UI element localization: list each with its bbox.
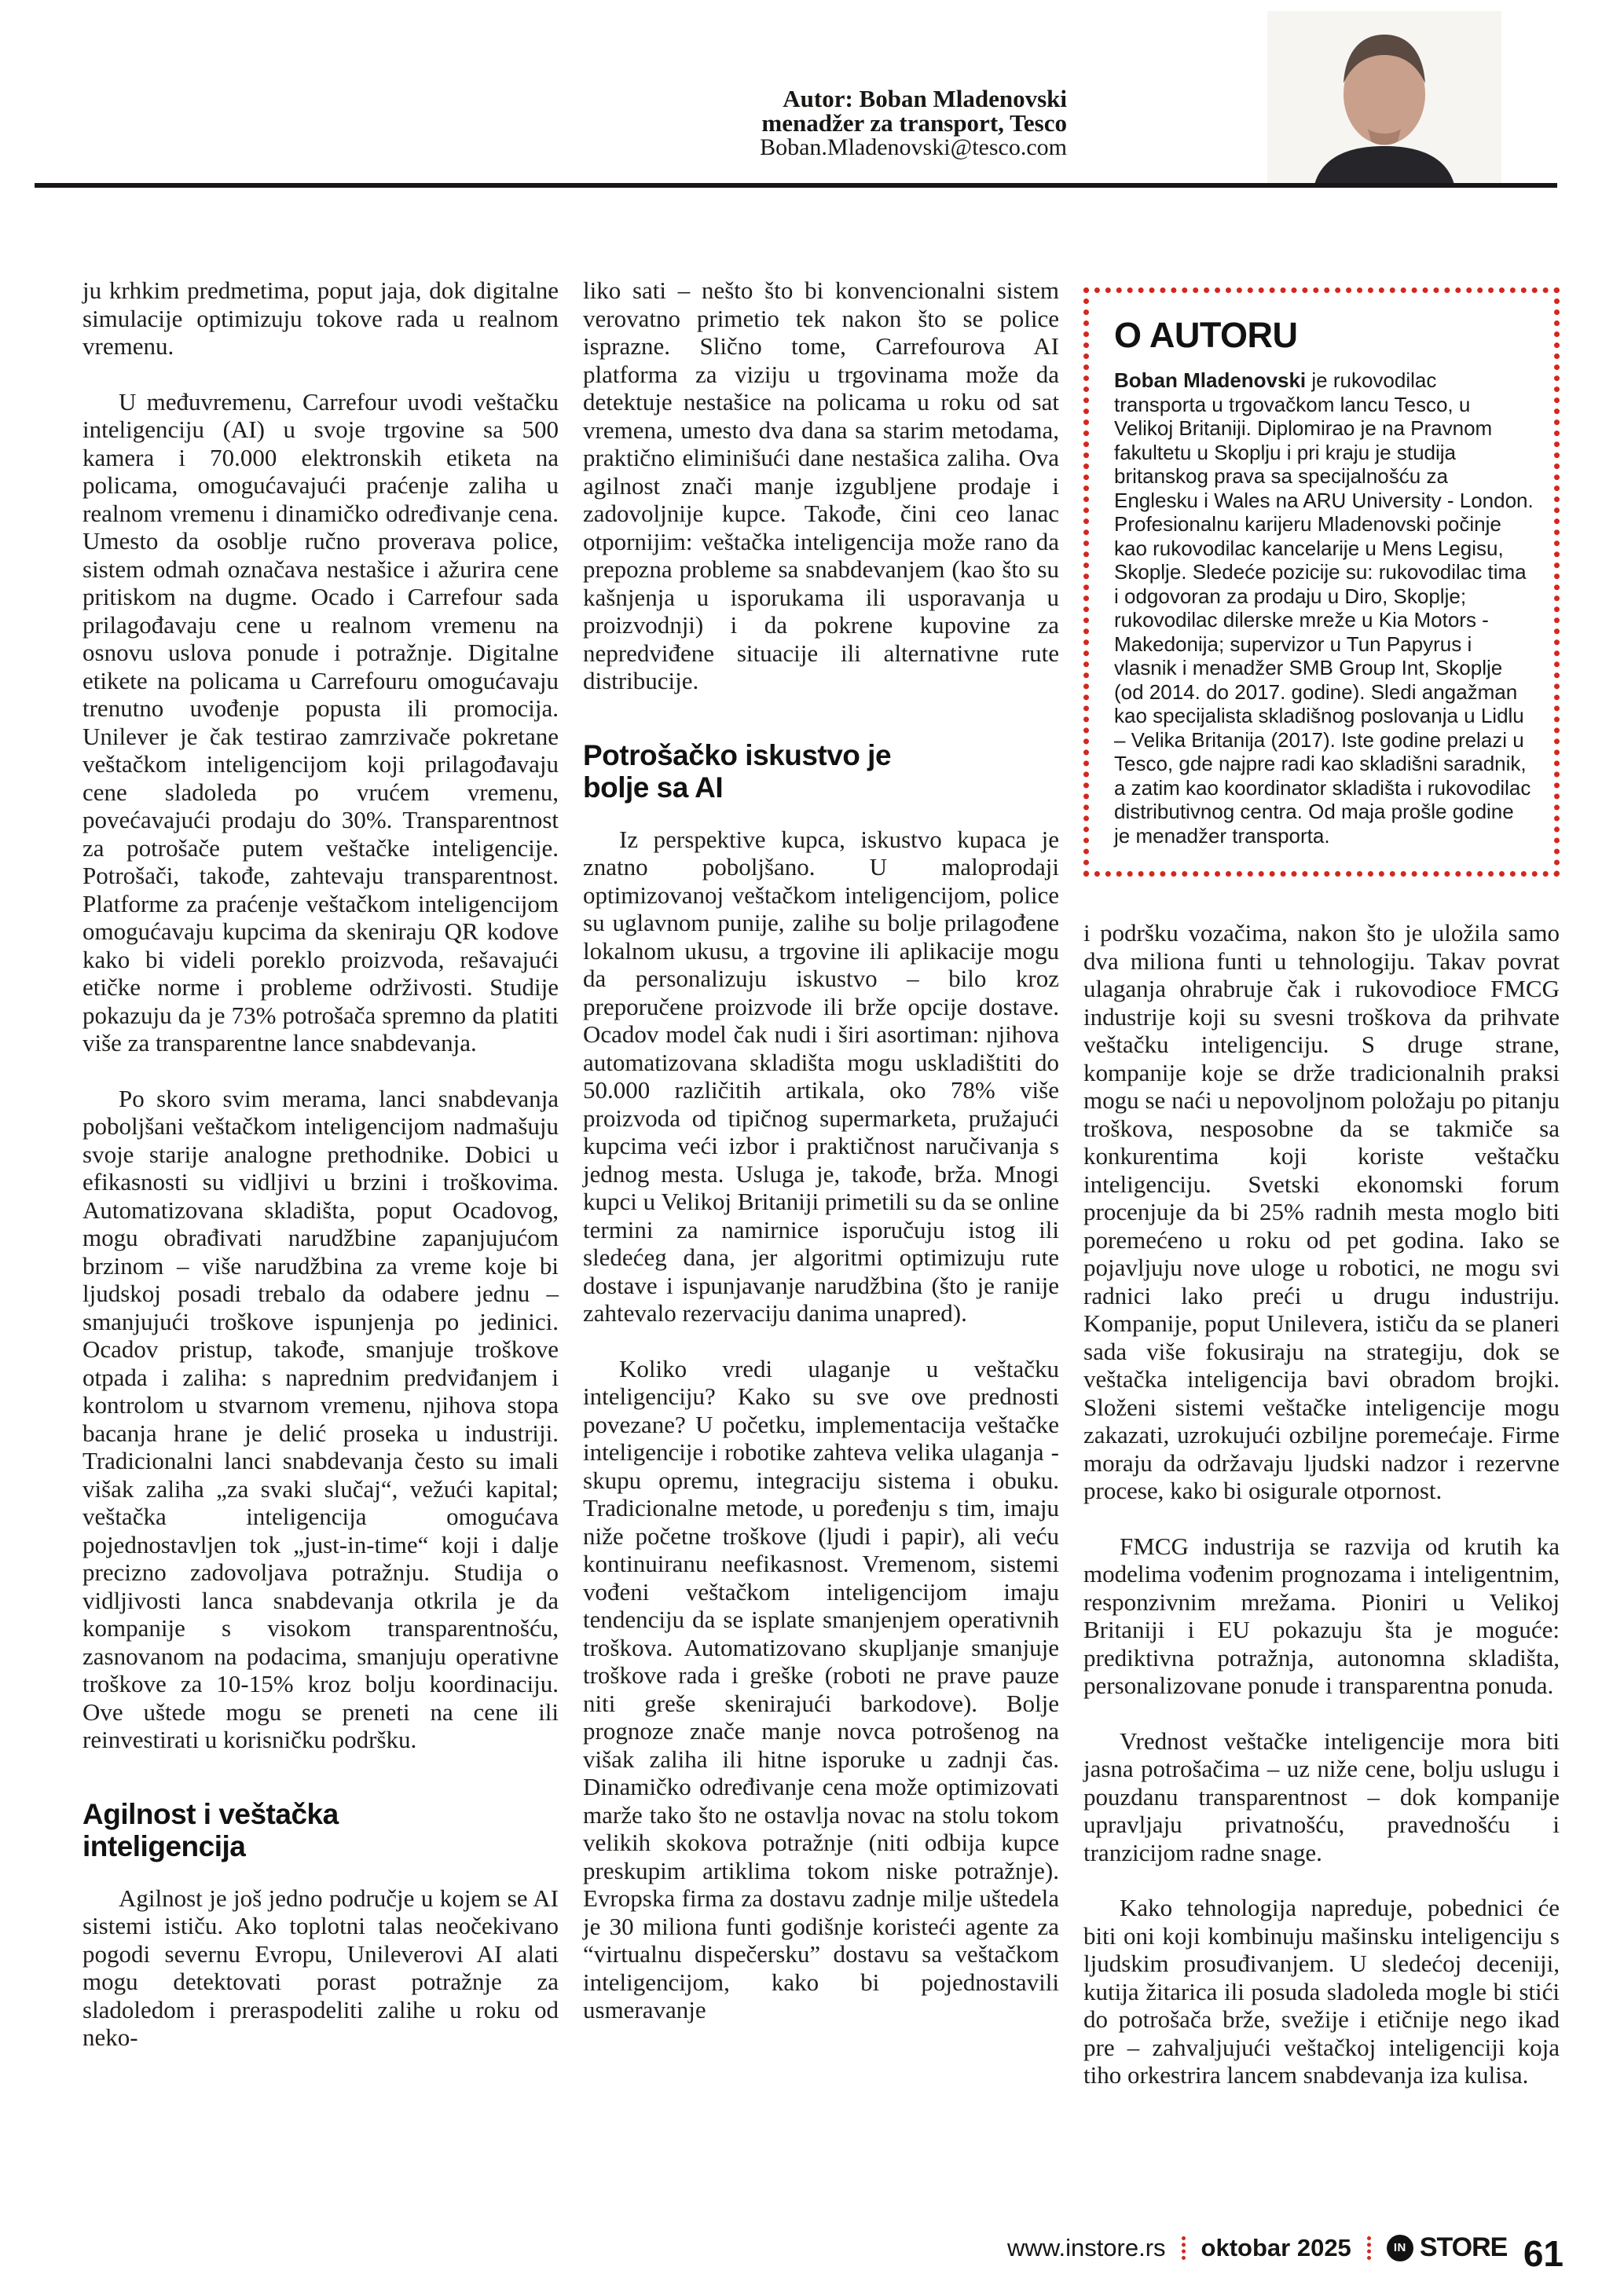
about-author-box: [1083, 287, 1560, 877]
paragraph: i podršku vozačima, nakon što je uložila samo dva miliona funti u tehnologiju. Takav povrat ulaganja ohrabruje čak i rukovodioce FMCG industrije koji su svesni troškova da prihvate veštačku inteligenciju. S druge strane, kompanije koje se drže tradicionalnih praksi mogu se naći u nepovoljnom položaju po pitanju troškova, nesposobne da se takmiče sa konkurentima koji koriste veštačku inteligenciju. Svetski ekonomski forum procenjuje da bi 25% radnih mesta moglo biti poremećeno u roku od pet godina. Iako se pojavljuju nove uloge u robotici, ne mogu svi radnici lako preći u drugu industriju. Kompanije, poput Unilevera, ističu da se planeri sada više fokusiraju na strategiju, dok se veštačka inteligencija bavi obradom brojki. Složeni sistemi veštačke inteligencije mogu zakazati, uzrokujući ozbiljne poremećaje. Firme moraju da održavaju ljudski nadzor i rezervne procese, kako bi osigurale otpornost.: [1083, 919, 1560, 1504]
about-author-name: Boban Mladenovski: [1114, 368, 1307, 392]
column-1: [82, 276, 559, 2089]
about-author-title: O AUTORU: [1114, 315, 1298, 355]
paragraph: Po skoro svim merama, lanci snabdevanja poboljšani veštačkom inteligencijom nadmašuju svoje starije analogne prethodnike. Dobici u efikasnosti su vidljivi u brzini i troškovima. Automatizovana skladišta, poput Ocadovog, mogu obrađivati narudžbine zapanjujućom brzinom – više narudžbina za vreme koje bi ljudskoj posadi trebalo da odabere jednu – smanjujući troškove ispunjenja po jedinici. Ocadov pristup, takođe, smanjuje troškove otpada i zaliha: s naprednim predviđanjem i kontrolom u stvarnom vremenu, njihova stopa bacanja hrane je delić proseka u industriji. Tradicionalni lanci snabdevanja često su imali višak zaliha „za svaki slučaj“, vežući kapital; veštačka inteligencija omogućava pojednostavljen tok „just-in-time“ koji i dalje precizno zadovoljava potražnju. Studija o vidljivosti lanca snabdevanja otkrila je da kompanije s visokom transparentnošću, zasnovanom na podacima, smanjuju operativne troškove za 10-15% kroz bolju koordinaciju. Ove uštede mogu se preneti na cene ili reinvestirati u korisničku podršku.: [82, 1084, 559, 1753]
author-photo: [1267, 11, 1501, 185]
section-heading-potrosacko: Potrošačko iskustvo je bolje sa AI: [583, 738, 892, 804]
footer-dotted-separator: [1367, 2236, 1371, 2260]
header-rule: [35, 183, 1557, 188]
paragraph: Vrednost veštačke inteligencije mora biti jasna potrošačima – uz niže cene, bolju uslugu i pouzdanu transparentnost – dok kompanije upravljaju privatnošću, pravednošću i tranzicijom radne snage.: [1083, 1727, 1560, 1866]
instore-logo-text: STORE: [1419, 2232, 1508, 2262]
article-body: [82, 276, 1560, 2089]
page-number: 61: [1523, 2233, 1564, 2274]
paragraph: FMCG industrija se razvija od krutih ka modelima vođenim prognozama i inteligentnim, responzivnim mrežama. Pioniri u Velikoj Britaniji i EU pokazuju šta je moguće: prediktivna potražnja, autonomna skladišta, personalizovane ponude i transparentna ponuda.: [1083, 1532, 1560, 1699]
about-author-text: [1114, 368, 1534, 848]
footer: [1007, 2232, 1507, 2263]
author-credit-block: [760, 86, 1067, 159]
about-author-bio: je rukovodilac transporta u trgovačkom lancu Tesco, u Velikoj Britaniji. Diplomirao je na Pravnom fakultetu u Skoplju i pri kraju je studija britanskog prava sa specijalnošću za Englesku i Wales na ARU University - London. Profesionalnu karijeru Mladenovski počinje kao rukovodilac kancelarije u Mens Legisu, Skoplje. Sledeće pozicije su: rukovodilac tima i odgovoran za prodaju u Diro, Skoplje; rukovodilac dilerske mreže u Kia Motors - Makedonija; supervizor u Tun Papyrus i vlasnik i menadžer SMB Group Int, Skoplje (od 2014. do 2017. godine). Sledi angažman kao specijalista skladišnog poslovanja u Lidlu – Velika Britanija (2017). Iste godine prelazi u Tesco, gde najpre radi kao skladišni saradnik, a zatim kao koordinator skladišta i rukovodilac distributivnog centra. Od maja prošle godine je menadžer transporta.: [1114, 368, 1534, 848]
footer-dotted-separator: [1182, 2236, 1186, 2260]
instore-logo: [1387, 2232, 1508, 2263]
author-email: Boban.Mladenovski@tesco.com: [760, 134, 1067, 160]
author-name-line: Autor: Boban Mladenovski: [783, 85, 1067, 112]
footer-site-url: www.instore.rs: [1007, 2233, 1166, 2261]
paragraph: Iz perspektive kupca, iskustvo kupaca je znatno poboljšano. U maloprodaji optimizovanoj veštačkom inteligencijom, police su uglavnom punije, zalihe su bolje prilagođene lokalnom ukusu, a trgovine ili aplikacije mogu da personalizuju iskustvo – bilo kroz preporučene proizvode ili brže opcije dostave. Ocadov model čak nudi i širi asortiman: njihova automatizovana skladišta mogu uskladištiti do 50.000 različitih artikala, oko 78% više proizvoda od tipičnog supermarketa, pružajući kupcima veći izbor i praktičnost naručivanja s jednog mesta. Usluga je, takođe, brža. Mnogi kupci u Velikoj Britaniji primetili su da se online termini za namirnice isporučuju istog ili sledećeg dana, jer algoritmi optimizuju rute dostave i ispunjavanje narudžbina (što je ranije zahtevalo rezervaciju danima unapred).: [583, 825, 1059, 1327]
author-role-line: menadžer za transport, Tesco: [761, 109, 1067, 137]
paragraph: ju krhkim predmetima, poput jaja, dok digitalne simulacije optimizuju tokove rada u realnom vremenu.: [82, 276, 559, 360]
column-3: [1083, 276, 1560, 2089]
instore-logo-icon: IN: [1387, 2235, 1413, 2261]
author-portrait-image: [1267, 11, 1501, 185]
column-2: [583, 276, 1059, 2089]
paragraph: U međuvremenu, Carrefour uvodi veštačku inteligenciju (AI) u svoje trgovine sa 500 kamera i 70.000 elektronskih etiketa na policama, omogućavajući praćenje zaliha u realnom vremenu i dinamičko određivanje cena. Umesto da osoblje ručno proverava police, sistem odmah označava nestašice i ažurira cene pritiskom na dugme. Ocado i Carrefour sada prilagođavaju cene u realnom vremenu na osnovu uslova ponude i potražnje. Digitalne etikete na policama u Carrefouru omogućavaju trenutno uvođenje popusta ili promocija. Unilever je čak testirao zamrzivače pokretane veštačkom inteligencijom koji prilagođavaju cene sladoleda po vrućem vremenu, povećavajući prodaju do 30%. Transparentnost za potrošače putem veštačke inteligencije. Potrošači, takođe, zahtevaju transparentnost. Platforme za praćenje veštačkom inteligencijom omogućavaju kupcima da skeniraju QR kodove kako bi videli poreklo proizvoda, rešavajući etičke norme i probleme održivosti. Studije pokazuju da je 73% potrošača spremno da platiti više za transparentne lance snabdevanja.: [82, 387, 559, 1056]
paragraph: Kako tehnologija napreduje, pobednici će biti oni koji kombinuju mašinsku inteligenciju s ljudskim prosuđivanjem. U sledećoj deceniji, kutija žitarica ili posuda sladoleda mogle bi stići do potrošača brže, svežije i etičnije nego ikad pre – zahvaljujući veštačkoj inteligenciji koja tiho orkestrira lancem snabdevanja iza kulisa.: [1083, 1894, 1560, 2089]
paragraph: Koliko vredi ulaganje u veštačku inteligenciju? Kako su sve ove prednosti povezane? U početku, implementacija veštačke inteligencije i robotike zahteva velika ulaganja - skupu opremu, integraciju sistema i obuku. Tradicionalne metode, u poređenju s tim, imaju niže početne troškove (ljudi i papir), ali veću kontinuiranu neefikasnost. Vremenom, sistemi vođeni veštačkom inteligencijom imaju tendenciju da se isplate smanjenjem operativnih troškova. Automatizovano skupljanje smanjuje troškove rada i greške (roboti ne prave pauze niti greše skenirajući barkodove). Bolje prognoze znače manje novca potrošenog na višak zaliha ili hitne isporuke u zadnji čas. Dinamičko određivanje cena može optimizovati marže tako što ne ostavlja novac na stolu tokom velikih skokova potražnje (niti odbija kupce preskupim artiklima tokom niske potražnje). Evropska firma za dostavu zadnje milje uštedela je 30 miliona funti godišnje koristeći agente za “virtualnu dispečersku” dostavu sa veštačkom inteligencijom, kako bi pojednostavili usmeravanje: [583, 1354, 1059, 2023]
section-heading-agilnost: Agilnost i veštačka inteligencija: [82, 1797, 339, 1862]
paragraph: liko sati – nešto što bi konvencionalni sistem verovatno primetio tek nakon što se police isprazne. Slično tome, Carrefourova AI platforma za viziju u trgovinama može da detektuje nestašice na policama u roku od sat vremena, umesto dva dana sa starim metodama, praktično eliminišući dane nestašica zaliha. Ova agilnost znači manje izgubljene prodaje i zadovoljnije kupce. Takođe, čini ceo lanac otpornijim: veštačka inteligencija može rano da prepozna probleme sa snabdevanjem (kao što su kašnjenja u isporukama ili usporavanja u proizvodnji) i da pokrene kupovine za nepredviđene situacije ili alternativne rute distribucije.: [583, 276, 1059, 694]
footer-issue-date: oktobar 2025: [1201, 2233, 1351, 2261]
paragraph: Agilnost je još jedno područje u kojem se AI sistemi ističu. Ako toplotni talas neočekivano pogodi severnu Evropu, Unileverovi AI alati mogu detektovati porast potražnje za sladoledom i preraspodeliti zalihe u roku od neko-: [82, 1884, 559, 2051]
